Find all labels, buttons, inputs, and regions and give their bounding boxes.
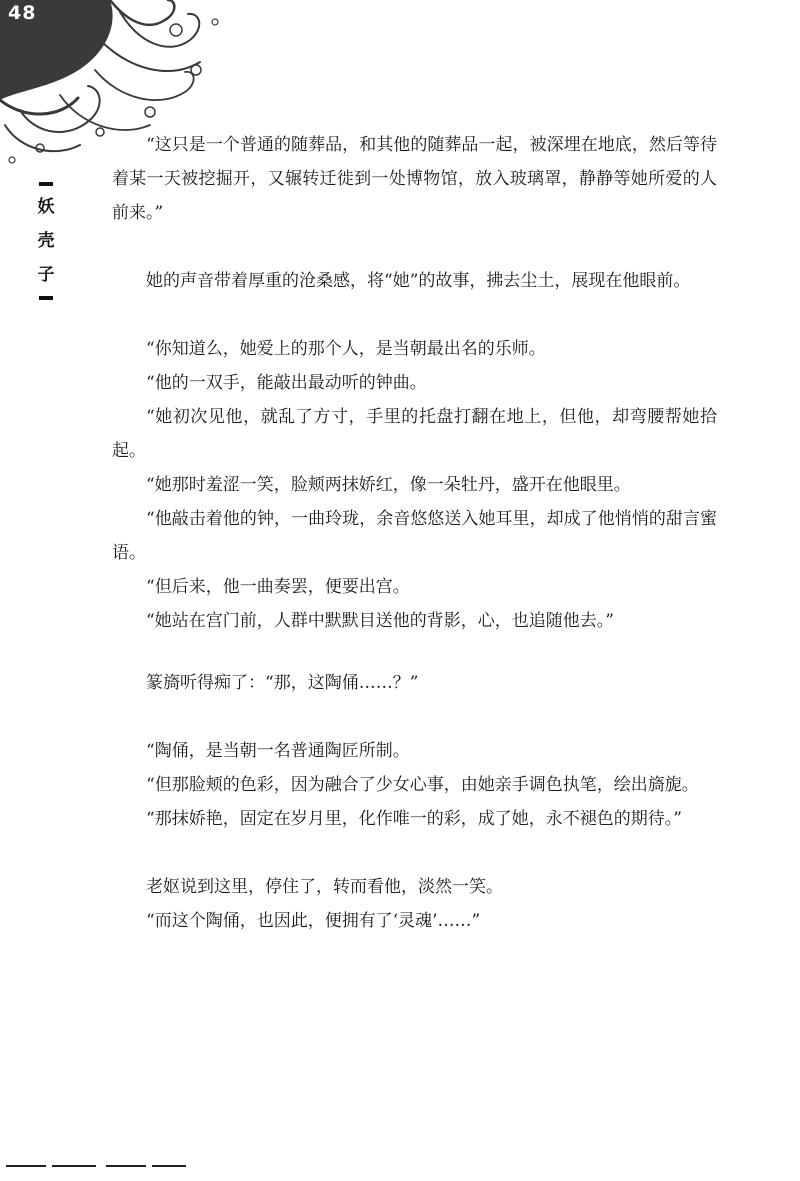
side-title-char: 子 — [37, 265, 55, 285]
paragraph: “而这个陶俑，也因此，便拥有了‘灵魂’……” — [146, 911, 481, 931]
side-title-char: 壳 — [37, 231, 55, 251]
paragraph: “这只是一个普通的随葬品，和其他的随葬品一起，被深埋在地底，然后等待着某一天被挖掘开，又辗转迁徙到一处博物馆，放入玻璃罩，静静等她所爱的人前来。” — [112, 135, 717, 223]
paragraph: “他的一双手，能敲出最动听的钟曲。 — [146, 373, 427, 393]
side-title-char: 妖 — [37, 197, 55, 217]
side-chapter-title — [33, 178, 59, 304]
paragraph: “你知道么，她爱上的那个人，是当朝最出名的乐师。 — [146, 339, 546, 359]
paragraph: “她初次见他，就乱了方寸，手里的托盘打翻在地上，但他，却弯腰帮她拾起。 — [112, 407, 717, 461]
paragraph: “他敲击着他的钟，一曲玲珑，余音悠悠送入她耳里，却成了他悄悄的甜言蜜语。 — [112, 509, 717, 563]
paragraph: “她那时羞涩一笑，脸颊两抹娇红，像一朵牡丹，盛开在他眼里。 — [146, 475, 631, 495]
title-bracket-top — [39, 182, 53, 186]
paragraph: “陶俑，是当朝一名普通陶匠所制。 — [146, 741, 410, 761]
page-number: 48 — [8, 2, 37, 24]
paragraph: “她站在宫门前，人群中默默目送他的背影，心，也追随他去。” — [146, 611, 614, 631]
paragraph: 她的声音带着厚重的沧桑感，将“她”的故事，拂去尘土，展现在他眼前。 — [146, 271, 691, 291]
paragraph: “但后来，他一曲奏罢，便要出宫。 — [146, 577, 410, 597]
body-text — [112, 128, 717, 938]
footer-rule — [6, 1165, 186, 1167]
paragraph: “那抹娇艳，固定在岁月里，化作唯一的彩，成了她，永不褪色的期待。” — [146, 809, 682, 829]
title-bracket-bottom — [39, 296, 53, 300]
paragraph: 篆旖听得痴了：“那，这陶俑……？” — [146, 673, 419, 693]
paragraph: “但那脸颊的色彩，因为融合了少女心事，由她亲手调色执笔，绘出旖旎。 — [146, 775, 699, 795]
paragraph: 老妪说到这里，停住了，转而看他，淡然一笑。 — [146, 877, 503, 897]
